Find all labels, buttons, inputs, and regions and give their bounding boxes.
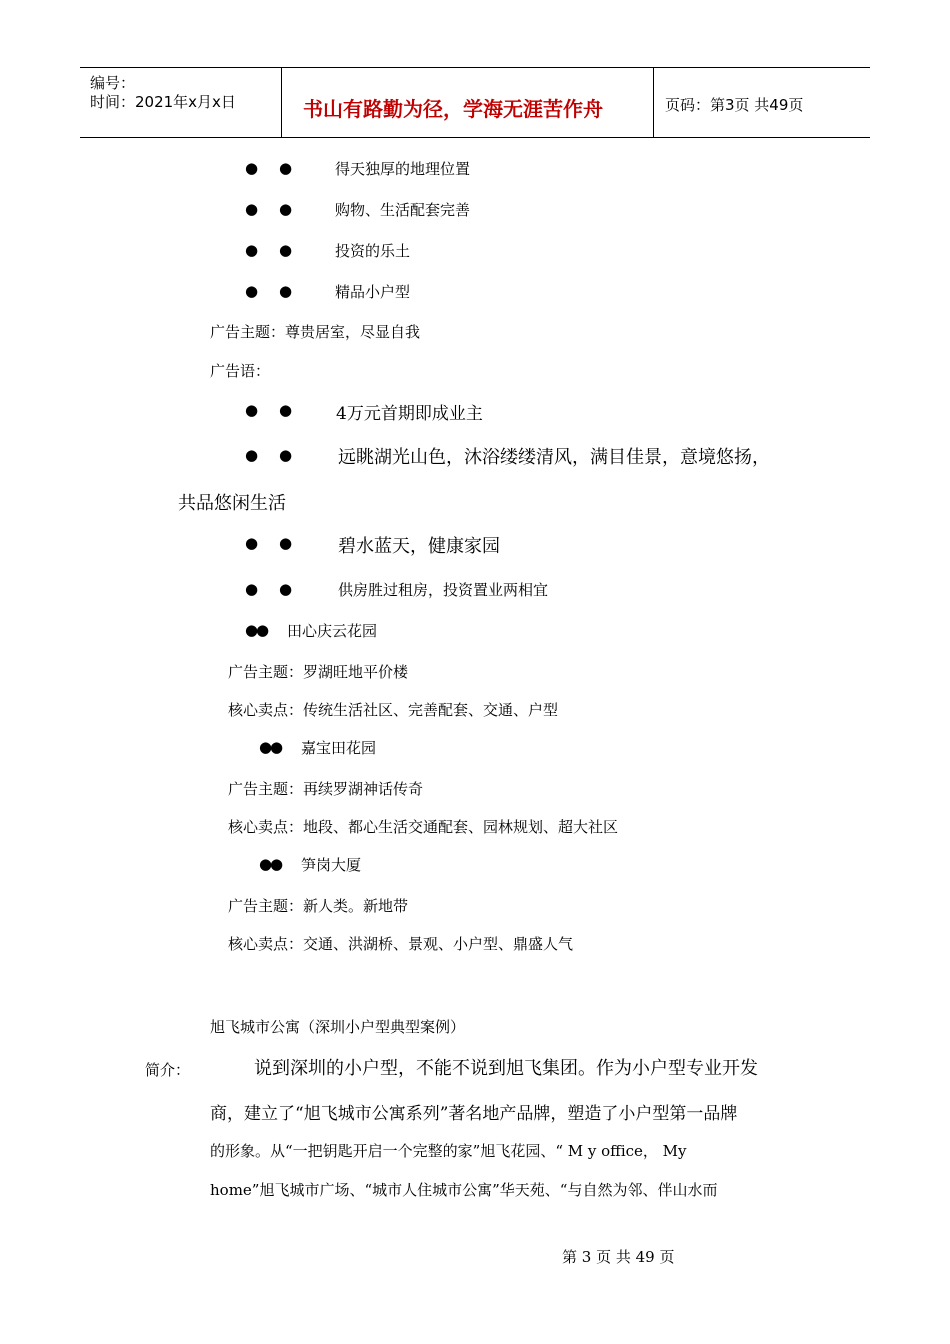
bullet-icon: ●: [245, 446, 259, 464]
bullet-icon: ●: [245, 534, 259, 552]
bullet-icon: ●: [245, 580, 259, 598]
slogan-item: 远眺湖光山色，沐浴缕缕清风，满目佳景，意境悠扬，: [338, 447, 770, 468]
intro-label: 简介：: [145, 1061, 191, 1079]
bullet-icon: ●: [256, 621, 270, 639]
project-name: 嘉宝田花园: [301, 739, 377, 757]
bullet-icon: ●: [245, 241, 259, 259]
bullet-icon: ●: [279, 446, 293, 464]
bullet-icon: ●: [259, 738, 273, 756]
bullet-item: 精品小户型: [335, 283, 411, 301]
bullet-icon: ●: [279, 282, 293, 300]
bullet-icon: ●: [270, 738, 284, 756]
project-ad-theme: 广告主题：罗湖旺地平价楼: [228, 663, 409, 681]
slogan-item: 4万元首期即成业主: [336, 404, 483, 424]
project-name: 笋岗大厦: [301, 856, 362, 874]
bullet-icon: ●: [245, 621, 256, 639]
intro-line: 商，建立了“旭飞城市公寓系列”著名地产品牌，塑造了小户型第一品牌: [210, 1104, 738, 1124]
bullet-icon: ●: [245, 282, 259, 300]
page-header: [80, 67, 870, 138]
slogan-item-continued: 共品悠闲生活: [178, 493, 286, 514]
intro-line: 的形象。从“一把钥匙开启一个完整的家”旭飞花园、“ M y office， My: [210, 1142, 687, 1160]
intro-line: 说到深圳的小户型，不能不说到旭飞集团。作为小户型专业开发: [254, 1058, 758, 1079]
bullet-icon: ●: [279, 159, 293, 177]
bullet-icon: ●: [279, 401, 293, 419]
project-ad-theme: 广告主题：新人类。新地带: [228, 897, 409, 915]
project-selling-points: 核心卖点：交通、洪湖桥、景观、小户型、鼎盛人气: [228, 935, 574, 953]
bullet-icon: ●: [245, 401, 259, 419]
bullet-item: 购物、生活配套完善: [335, 201, 471, 219]
bullet-icon: ●: [279, 200, 293, 218]
bullet-icon: ●: [270, 855, 284, 873]
header-divider: [281, 68, 282, 137]
bullet-item: 得天独厚的地理位置: [335, 160, 471, 178]
ad-theme: 广告主题：尊贵居室，尽显自我: [210, 323, 421, 341]
header-divider: [653, 68, 654, 137]
project-name: 田心庆云花园: [287, 622, 378, 640]
project-selling-points: 核心卖点：传统生活社区、完善配套、交通、户型: [228, 701, 559, 719]
ad-slogan-label: 广告语：: [210, 362, 271, 380]
slogan-item: 供房胜过租房，投资置业两相宜: [338, 581, 549, 599]
bullet-icon: ●: [245, 200, 259, 218]
bullet-item: 投资的乐土: [335, 242, 411, 260]
header-time-label: 时间：2021年x月x日: [90, 93, 236, 111]
header-motto: 书山有路勤为径，学海无涯苦作舟: [303, 97, 603, 121]
header-page-code: 页码：第3页 共49页: [665, 96, 804, 114]
intro-line: home”旭飞城市广场、“城市人住城市公寓”华天苑、“与自然为邻、伴山水而: [210, 1181, 718, 1199]
bullet-icon: ●: [279, 241, 293, 259]
page-footer: 第 3 页 共 49 页: [562, 1248, 675, 1266]
bullet-icon: ●: [245, 159, 259, 177]
project-ad-theme: 广告主题：再续罗湖神话传奇: [228, 780, 424, 798]
bullet-icon: ●: [259, 855, 273, 873]
bullet-icon: ●: [279, 580, 293, 598]
header-number-label: 编号：: [90, 74, 136, 92]
slogan-item: 碧水蓝天，健康家园: [338, 536, 500, 557]
case-title: 旭飞城市公寓（深圳小户型典型案例）: [210, 1018, 466, 1036]
project-selling-points: 核心卖点：地段、都心生活交通配套、园林规划、超大社区: [228, 818, 619, 836]
bullet-icon: ●: [279, 534, 293, 552]
